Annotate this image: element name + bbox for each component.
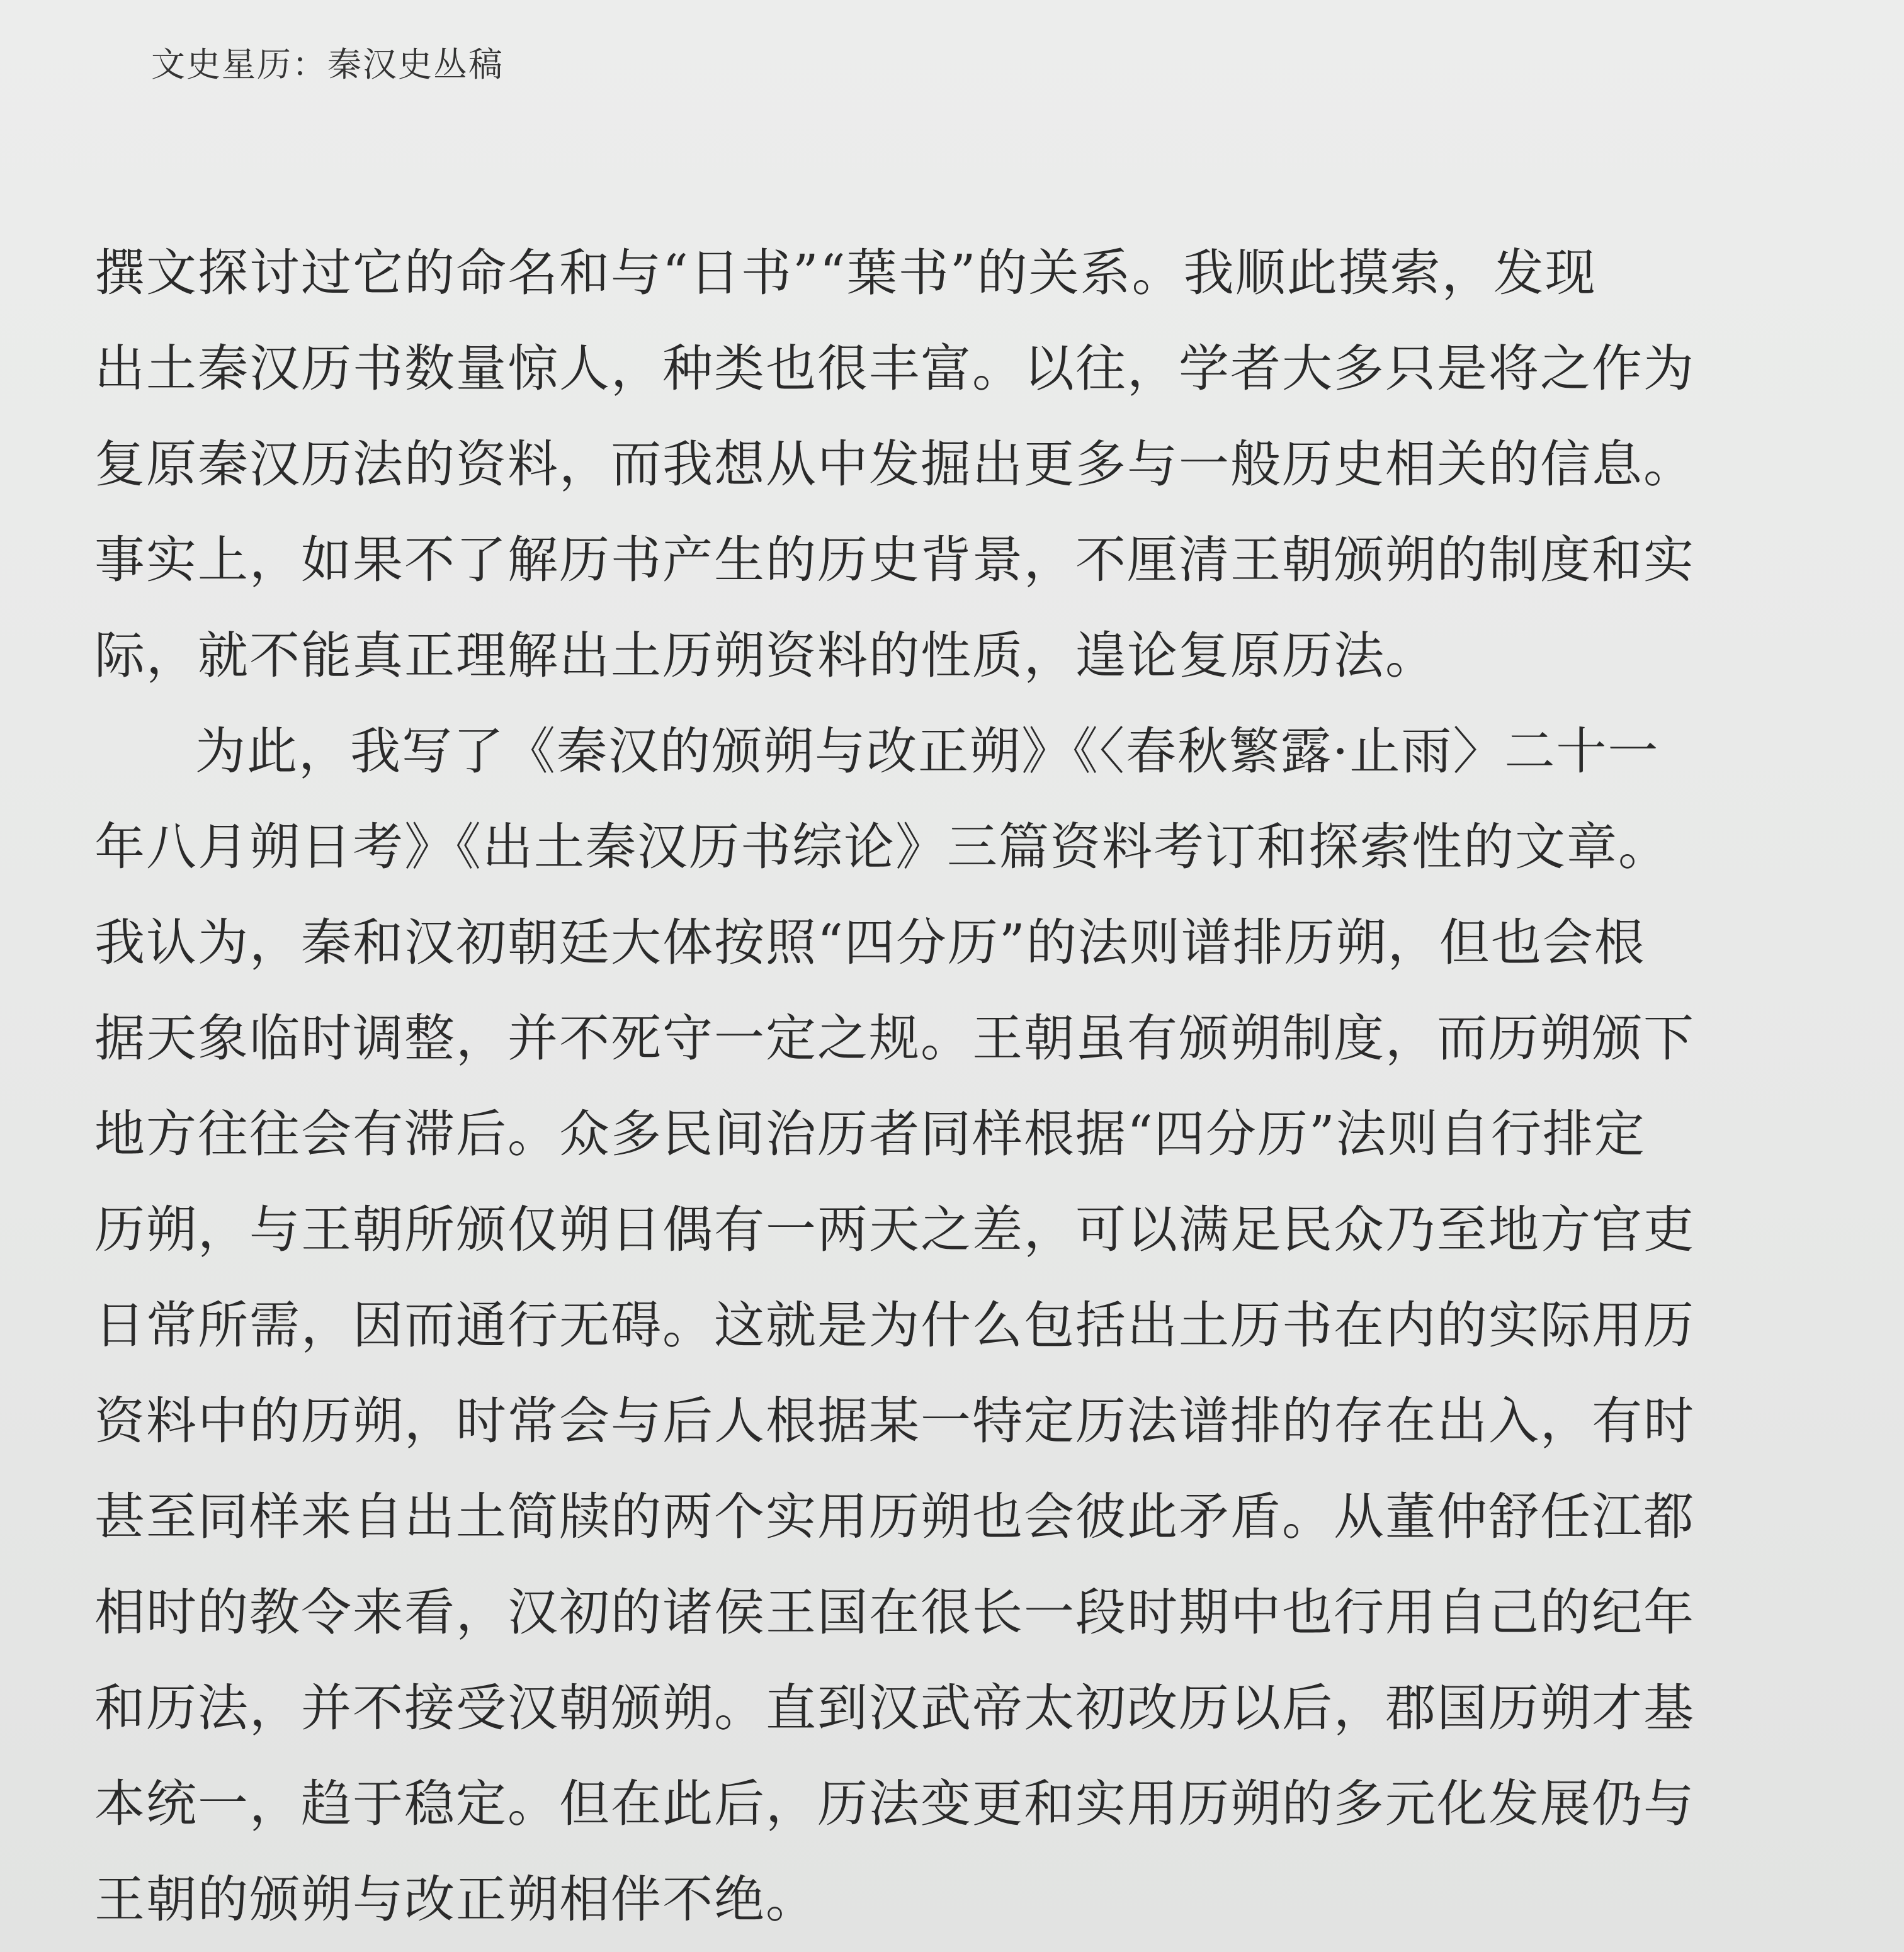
text-line: 历朔，与王朝所颁仅朔日偶有一两天之差，可以满足民众乃至地方官吏 — [94, 1200, 1695, 1259]
text-line: 出土秦汉历书数量惊人，种类也很丰富。以往，学者大多只是将之作为 — [94, 339, 1695, 398]
text-line: 相时的教令来看，汉初的诸侯王国在很长一段时期中也行用自己的纪年 — [94, 1582, 1695, 1642]
text-line: 年八月朔日考》《出土秦汉历书综论》三篇资料考订和探索性的文章。 — [94, 817, 1670, 876]
text-line: 本统一，趋于稳定。但在此后，历法变更和实用历朔的多元化发展仍与 — [94, 1774, 1695, 1833]
text-line: 际，就不能真正理解出土历朔资料的性质，遑论复原历法。 — [94, 626, 1437, 685]
body-text — [94, 220, 1807, 1943]
text-line: 甚至同样来自出土简牍的两个实用历朔也会彼此矛盾。从董仲舒任江都 — [94, 1487, 1695, 1546]
text-line: 和历法，并不接受汉朝颁朔。直到汉武帝太初改历以后，郡国历朔才基 — [94, 1678, 1695, 1737]
text-line: 资料中的历朔，时常会与后人根据某一特定历法谱排的存在出入，有时 — [94, 1391, 1695, 1450]
text-line: 事实上，如果不了解历书产生的历史背景，不厘清王朝颁朔的制度和实 — [94, 530, 1695, 589]
running-header: 文史星历：秦汉史丛稿 — [151, 45, 504, 84]
paragraph-first-line: 为此，我写了《秦汉的颁朔与改正朔》《〈春秋繁露·止雨〉二十一 — [195, 721, 1660, 781]
text-line: 日常所需，因而通行无碍。这就是为什么包括出土历书在内的实际用历 — [94, 1295, 1695, 1355]
text-line: 王朝的颁朔与改正朔相伴不绝。 — [94, 1870, 817, 1929]
text-line: 复原秦汉历法的资料，而我想从中发掘出更多与一般历史相关的信息。 — [94, 434, 1695, 494]
text-line: 据天象临时调整，并不死守一定之规。王朝虽有颁朔制度，而历朔颁下 — [94, 1008, 1695, 1068]
text-line: 撰文探讨过它的命名和与“日书”“葉书”的关系。我顺此摸索，发现 — [94, 243, 1597, 302]
text-line: 地方往往会有滞后。众多民间治历者同样根据“四分历”法则自行排定 — [94, 1104, 1646, 1163]
text-line: 我认为，秦和汉初朝廷大体按照“四分历”的法则谱排历朔，但也会根 — [94, 913, 1646, 972]
